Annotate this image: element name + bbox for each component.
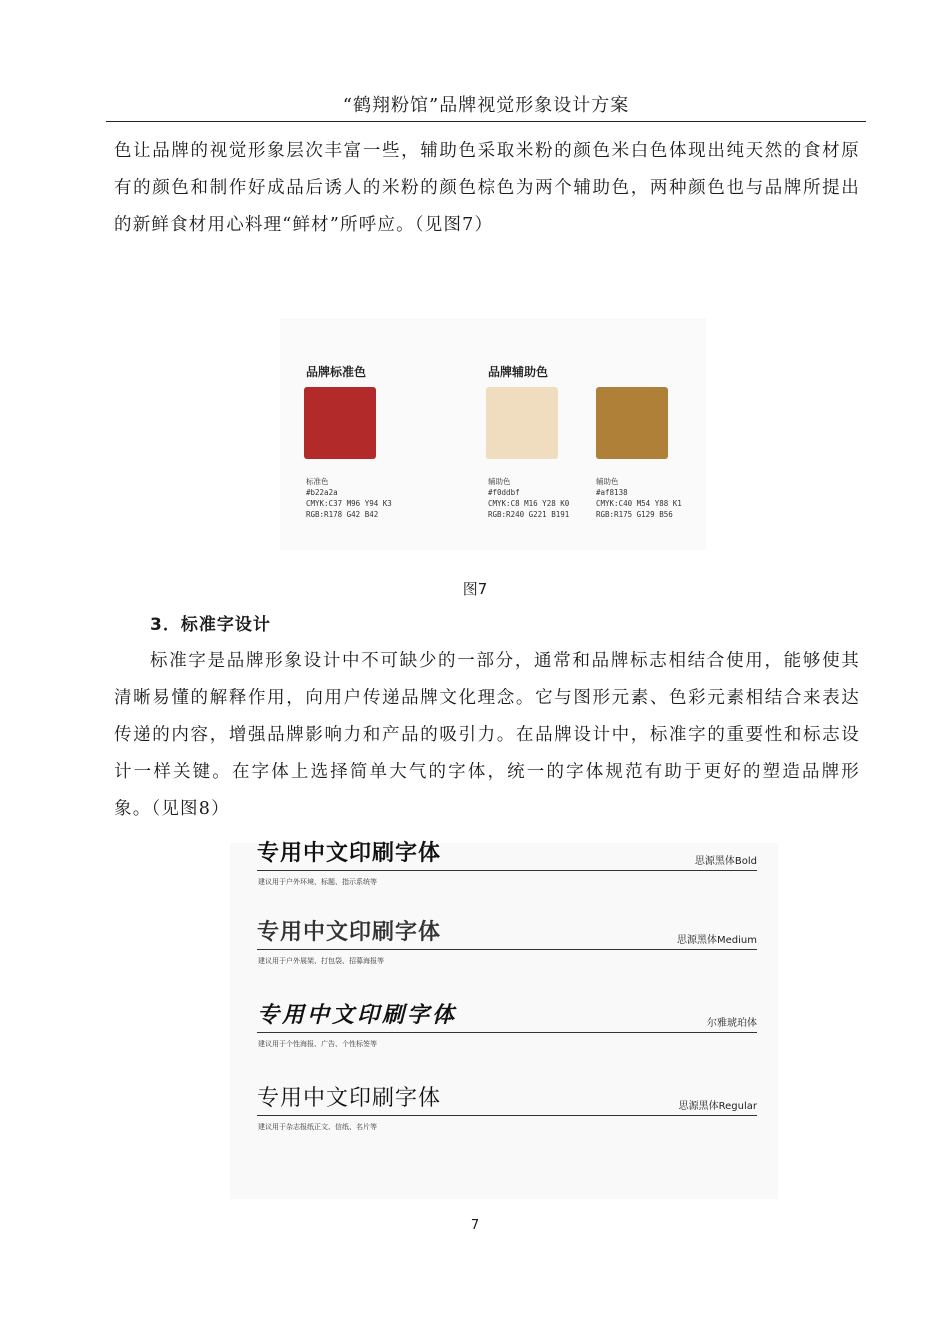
body-paragraph-2: 标准字是品牌形象设计中不可缺少的一部分，通常和品牌标志相结合使用，能够使其清晰易懂的解释作用，向用户传递品牌文化理念。它与图形元素、色彩元素相结合来表达传递的内容，增强品牌影响力和产品的吸引力。在品牌设计中，标准字的重要性和标志设计一样关键。在字体上选择简单大气的字体，统一的字体规范有助于更好的塑造品牌形象。（见图8） xyxy=(114,651,860,819)
typeface-name: 思源黑体Medium xyxy=(677,935,757,946)
color-spec-auxiliary-2 xyxy=(596,476,682,520)
typeface-usage-note: 建议用于户外展架、打包袋、招募海报等 xyxy=(258,957,384,965)
standard-color-title: 品牌标准色 xyxy=(306,365,367,379)
color-swatch-auxiliary-2 xyxy=(596,387,668,459)
typeface-sample: 专用中文印刷字体 xyxy=(257,1086,442,1111)
color-swatch-standard xyxy=(304,387,376,459)
color-spec-hex: #b22a2a xyxy=(306,488,338,497)
typeface-usage-note: 建议用于个性海报、广告、个性标签等 xyxy=(258,1040,377,1048)
color-spec-cmyk: CMYK:C37 M96 Y94 K3 xyxy=(306,499,392,508)
divider xyxy=(257,1032,757,1033)
typeface-usage-note: 建议用于杂志报纸正文、信纸、名片等 xyxy=(258,1123,377,1131)
typeface-name: 思源黑体Bold xyxy=(694,856,757,867)
divider xyxy=(257,949,757,950)
typeface-row xyxy=(257,843,757,913)
typeface-name: 思源黑体Regular xyxy=(678,1101,757,1112)
page-number: 7 xyxy=(470,1218,480,1233)
color-spec-rgb: RGB:R178 G42 B42 xyxy=(306,510,379,519)
color-spec-hex: #f0ddbf xyxy=(488,488,520,497)
color-spec-hex: #af8138 xyxy=(596,488,628,497)
auxiliary-color-title: 品牌辅助色 xyxy=(488,365,549,379)
typeface-sample: 专用中文印刷字体 xyxy=(257,841,442,866)
typeface-name: 尔雅琥珀体 xyxy=(707,1018,757,1029)
typeface-sample: 专用中文印刷字体 xyxy=(257,1002,458,1028)
figure-8-typefaces xyxy=(230,843,778,1199)
typeface-row xyxy=(257,922,757,992)
section-heading: 3．标准字设计 xyxy=(150,615,271,635)
divider xyxy=(257,1115,757,1116)
color-swatch-auxiliary-1 xyxy=(486,387,558,459)
page-header: “鹤翔粉馆”品牌视觉形象设计方案 xyxy=(106,91,866,122)
typeface-row xyxy=(257,1088,757,1158)
figure-7-brand-colors xyxy=(280,318,706,550)
color-spec-rgb: RGB:R240 G221 B191 xyxy=(488,510,570,519)
color-spec-name: 辅助色 xyxy=(488,477,511,486)
color-spec-standard xyxy=(306,476,392,520)
typeface-row xyxy=(257,1002,757,1075)
typeface-sample: 专用中文印刷字体 xyxy=(257,920,442,945)
color-spec-cmyk: CMYK:C40 M54 Y88 K1 xyxy=(596,499,682,508)
color-spec-name: 标准色 xyxy=(306,477,329,486)
color-spec-cmyk: CMYK:C8 M16 Y28 K0 xyxy=(488,499,570,508)
color-spec-name: 辅助色 xyxy=(596,477,619,486)
color-spec-auxiliary-1 xyxy=(488,476,569,520)
figure-7-caption: 图7 xyxy=(462,580,488,598)
typeface-usage-note: 建议用于户外环境、标题、指示系统等 xyxy=(258,878,377,886)
body-paragraph-1: 色让品牌的视觉形象层次丰富一些，辅助色采取米粉的颜色米白色体现出纯天然的食材原有的颜色和制作好成品后诱人的米粉的颜色棕色为两个辅助色，两种颜色也与品牌所提出的新鲜食材用心料理“鲜材”所呼应。（见图7） xyxy=(114,141,860,235)
color-spec-rgb: RGB:R175 G129 B56 xyxy=(596,510,673,519)
divider xyxy=(257,870,757,871)
